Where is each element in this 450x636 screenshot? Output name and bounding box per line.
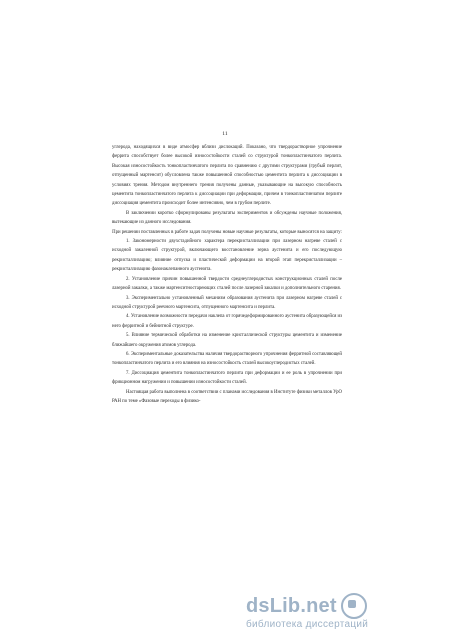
document-body xyxy=(112,143,342,406)
page-number: 11 xyxy=(222,131,228,137)
paragraph-final: Настоящая работа выполнена в соответствии с планами исследования в Институте физики металлов УрО РАН по теме «Фазовые переходы в физико- xyxy=(112,389,342,404)
list-item-1: 1. Закономерности двухстадийного характера перекристаллизации при лазерном нагреве сталей с исходной закаленной структурой, включающего восстановление зерна аустенита и его последующую рекристаллизацию; влияние отпуска и пластической деформации на второй этап перекристаллизации – рекристаллизацию фазонаклепанного аустенита. xyxy=(112,239,342,273)
paragraph-2: В заключении коротко сформулированы результаты экспериментов и обсуждены научные положения, вытекающие из данного исследования. xyxy=(112,210,342,226)
list-item-2: 2. Установление причин повышенной твердости среднеуглеродистых конструкционных сталей после лазерной закалки, а также мартенситностареющих сталей после лазерной закалки и дополнительного старения. xyxy=(112,276,342,292)
dslib-logo-icon xyxy=(341,593,367,619)
list-item-7: 7. Диссоциация цементита тонкопластинчатого перлита при деформации и ее роль в упрочнении при фрикционном нагружении и повышении износостойкости сталей. xyxy=(112,370,342,386)
list-item-6: 6. Экспериментальные доказательства наличия твердорастворного упрочнения ферритной составляющей тонкопластинчатого перлита и его влияния на износостойкость сталей высокоуглеродистых сталей. xyxy=(112,351,342,367)
watermark-tagline: библиотека диссертаций xyxy=(246,619,369,630)
watermark-logo: dsLib.net xyxy=(246,594,337,617)
list-item-3: 3. Экспериментально установленный механизм образования аустенита при лазерном нагреве сталей с исходной структурой реечного мартенсита, отпущенного мартенсита и перлита. xyxy=(112,295,342,310)
paragraph-1: углерода, находящихся в виде атмосфер вблизи дислокаций. Показано, что твердорастворное упрочнение феррита способствует более высокой износостойкости сталей со структурой тонкопластинчатого перлита. Высокая износостойкость тонкопластинчатого перлита по сравнению с другими структурами (грубый перлит, отпущенный мартенсит) обусловлена также повышенной способностью цементита перлита к диссоциации в условиях трения. Методом внутреннего трения получены данные, указывающие на высокую способность цементита тонкопластинчатого перлита к диссоциации при деформации, причем в тонкопластинчатом перлите диссоциация цементита происходит более интенсивно, чем в грубом перлите. xyxy=(112,145,342,207)
paragraph-3: При решении поставленных в работе задач получены новые научные результаты, которые выносятся на защиту: xyxy=(112,229,342,235)
dslib-watermark xyxy=(246,593,446,635)
list-item-5: 5. Влияние термической обработки на изменение кристаллической структуры цементита и изменение ближайшего окружения атомов углерода. xyxy=(112,333,342,348)
list-item-4: 4. Установление возможности передачи наклепа от горячедеформированного аустенита образующейся из него ферритной и бейнитной структуре. xyxy=(112,314,342,329)
